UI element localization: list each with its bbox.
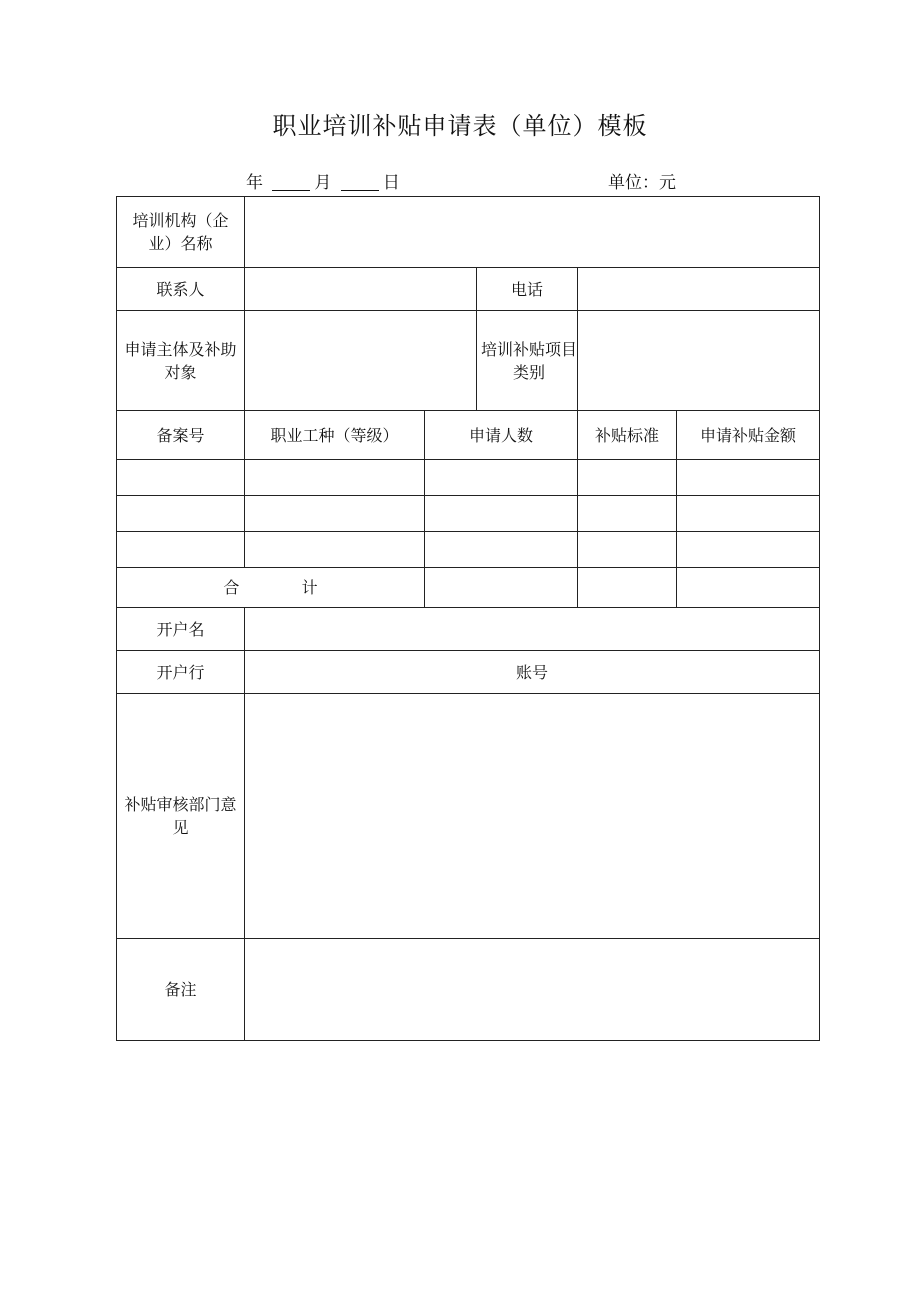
review-label-cell	[117, 694, 245, 939]
account-no-cell[interactable]	[245, 651, 820, 694]
cell-occupation[interactable]	[245, 460, 425, 496]
total-label-part2: 计	[301, 578, 318, 597]
contact-field[interactable]	[245, 268, 477, 311]
account-no-label: 账号	[516, 662, 549, 682]
phone-field[interactable]	[578, 268, 820, 311]
cell-record-no[interactable]	[117, 532, 245, 568]
table-row	[117, 532, 820, 568]
review-field[interactable]	[245, 694, 820, 939]
cell-standard[interactable]	[578, 532, 677, 568]
org-name-label-cell	[117, 197, 245, 268]
date-line	[246, 168, 400, 193]
unit-label: 单位：元	[608, 173, 676, 193]
remarks-label: 备注	[117, 939, 245, 1041]
remarks-field[interactable]	[245, 939, 820, 1041]
applicant-label-cell	[117, 311, 245, 411]
phone-label: 电话	[477, 268, 578, 311]
bank-label: 开户行	[117, 651, 245, 694]
applicant-label: 申请主体及补助对象	[124, 339, 237, 382]
cell-occupation[interactable]	[245, 532, 425, 568]
table-row	[117, 496, 820, 532]
total-label-part1: 合	[223, 578, 240, 597]
cell-amount[interactable]	[677, 496, 820, 532]
cell-applicants[interactable]	[425, 460, 578, 496]
cell-record-no[interactable]	[117, 460, 245, 496]
review-label: 补贴审核部门意见	[124, 795, 237, 837]
total-amount[interactable]	[677, 568, 820, 608]
month-label: 月	[314, 173, 332, 193]
day-label: 日	[382, 173, 400, 193]
cell-amount[interactable]	[677, 532, 820, 568]
cell-applicants[interactable]	[425, 532, 578, 568]
col-header-occupation: 职业工种（等级）	[245, 411, 425, 460]
col-header-amount: 申请补贴金额	[677, 411, 820, 460]
account-name-field[interactable]	[245, 608, 820, 651]
cell-applicants[interactable]	[425, 496, 578, 532]
application-form-table	[116, 196, 820, 1041]
cell-record-no[interactable]	[117, 496, 245, 532]
project-type-label-cell	[477, 311, 578, 411]
contact-label: 联系人	[117, 268, 245, 311]
day-blank[interactable]	[341, 174, 379, 191]
table-row	[117, 460, 820, 496]
cell-occupation[interactable]	[245, 496, 425, 532]
cell-standard[interactable]	[578, 460, 677, 496]
applicant-field[interactable]	[245, 311, 477, 411]
total-standard[interactable]	[578, 568, 677, 608]
project-type-field[interactable]	[578, 311, 820, 411]
form-title: 职业培训补贴申请表（单位）模板	[272, 112, 648, 140]
month-blank[interactable]	[272, 174, 310, 191]
cell-amount[interactable]	[677, 460, 820, 496]
org-name-field[interactable]	[245, 197, 820, 268]
col-header-record-no: 备案号	[117, 411, 245, 460]
col-header-standard: 补贴标准	[578, 411, 677, 460]
col-header-applicants: 申请人数	[425, 411, 578, 460]
account-name-label: 开户名	[117, 608, 245, 651]
cell-standard[interactable]	[578, 496, 677, 532]
year-label: 年	[246, 173, 263, 193]
total-label-cell	[117, 568, 425, 608]
org-name-label: 培训机构（企业）名称	[132, 211, 229, 253]
project-type-label: 培训补贴项目类别	[481, 339, 578, 382]
total-applicants[interactable]	[425, 568, 578, 608]
